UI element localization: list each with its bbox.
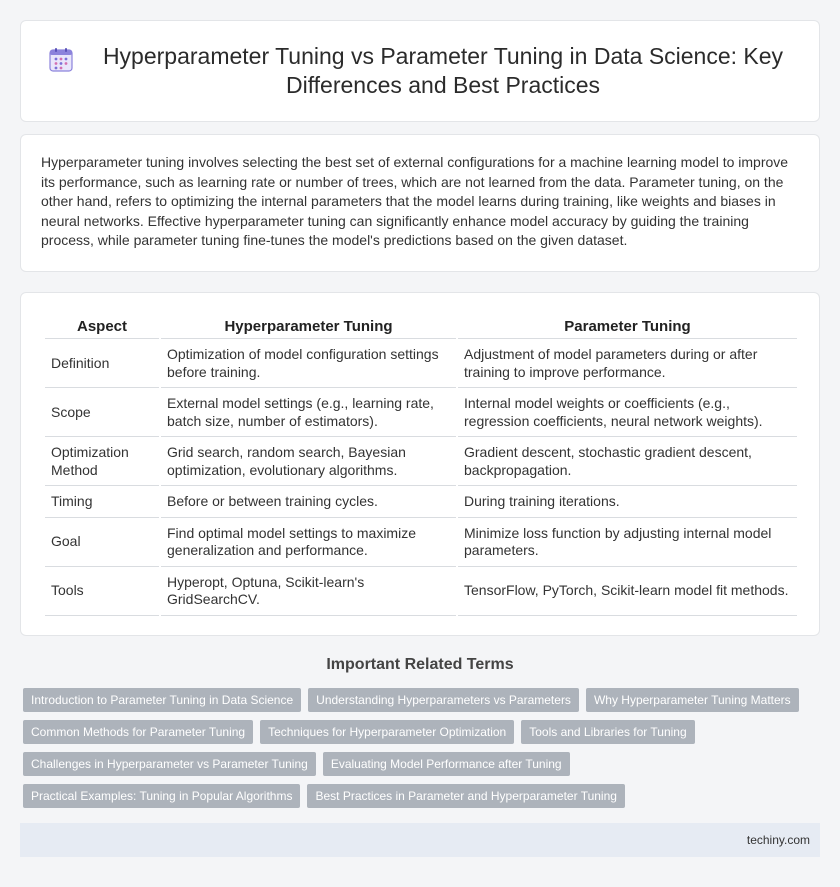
intro-card: [20, 134, 820, 272]
related-term-link[interactable]: Why Hyperparameter Tuning Matters: [586, 688, 799, 712]
comparison-table: [43, 315, 799, 616]
comparison-table-card: [20, 292, 820, 636]
row-parameter-cell: Adjustment of model parameters during or after training to improve performance.: [458, 339, 797, 388]
header-parameter-tuning: Parameter Tuning: [458, 315, 797, 339]
table-row: [45, 567, 797, 616]
row-hyperparameter-cell: Optimization of model configuration settings before training.: [161, 339, 456, 388]
related-term-link[interactable]: Best Practices in Parameter and Hyperparameter Tuning: [307, 784, 624, 808]
row-hyperparameter-cell: Before or between training cycles.: [161, 486, 456, 518]
table-row: [45, 339, 797, 388]
related-term-link[interactable]: Techniques for Hyperparameter Optimization: [260, 720, 514, 744]
calendar-grid-icon: [47, 46, 75, 74]
row-aspect: Optimization Method: [45, 437, 159, 486]
table-row: [45, 486, 797, 518]
row-aspect: Definition: [45, 339, 159, 388]
related-term-link[interactable]: Tools and Libraries for Tuning: [521, 720, 694, 744]
row-hyperparameter-cell: External model settings (e.g., learning rate, batch size, number of estimators).: [161, 388, 456, 437]
related-term-link[interactable]: Practical Examples: Tuning in Popular Algorithms: [23, 784, 300, 808]
table-row: [45, 388, 797, 437]
related-term-link[interactable]: Evaluating Model Performance after Tuning: [323, 752, 570, 776]
footer-site-name: techiny.com: [746, 833, 810, 847]
header-aspect: Aspect: [45, 315, 159, 339]
related-term-link[interactable]: Common Methods for Parameter Tuning: [23, 720, 253, 744]
row-aspect: Goal: [45, 518, 159, 567]
row-parameter-cell: Gradient descent, stochastic gradient descent, backpropagation.: [458, 437, 797, 486]
row-hyperparameter-cell: Find optimal model settings to maximize generalization and performance.: [161, 518, 456, 567]
related-term-link[interactable]: Introduction to Parameter Tuning in Data Science: [23, 688, 301, 712]
related-terms-list: [23, 688, 823, 808]
related-terms-title: Important Related Terms: [326, 656, 514, 673]
table-header-row: [45, 315, 797, 339]
row-parameter-cell: Minimize loss function by adjusting internal model parameters.: [458, 518, 797, 567]
row-parameter-cell: Internal model weights or coefficients (e.g., regression coefficients, neural network weights).: [458, 388, 797, 437]
intro-paragraph: Hyperparameter tuning involves selecting the best set of external configurations for a machine learning model to improve its performance, such as learning rate or number of trees, which are not learned from the data. Parameter tuning, on the other hand, refers to optimizing the internal parameters that the model learns during training, like weights and biases in neural networks. Effective hyperparameter tuning can significantly enhance model accuracy by guiding the training process, while parameter tuning fine-tunes the model's predictions based on the given dataset.: [41, 154, 789, 248]
footer: [20, 823, 820, 857]
page-title: Hyperparameter Tuning vs Parameter Tuning in Data Science: Key Differences and Best Practices: [102, 43, 784, 98]
row-hyperparameter-cell: Hyperopt, Optuna, Scikit-learn's GridSearchCV.: [161, 567, 456, 616]
header-card: [20, 20, 820, 122]
row-parameter-cell: During training iterations.: [458, 486, 797, 518]
header-hyperparameter-tuning: Hyperparameter Tuning: [161, 315, 456, 339]
row-aspect: Tools: [45, 567, 159, 616]
table-row: [45, 518, 797, 567]
related-term-link[interactable]: Challenges in Hyperparameter vs Parameter Tuning: [23, 752, 316, 776]
related-term-link[interactable]: Understanding Hyperparameters vs Parameters: [308, 688, 579, 712]
row-aspect: Scope: [45, 388, 159, 437]
row-parameter-cell: TensorFlow, PyTorch, Scikit-learn model fit methods.: [458, 567, 797, 616]
row-aspect: Timing: [45, 486, 159, 518]
table-row: [45, 437, 797, 486]
row-hyperparameter-cell: Grid search, random search, Bayesian optimization, evolutionary algorithms.: [161, 437, 456, 486]
